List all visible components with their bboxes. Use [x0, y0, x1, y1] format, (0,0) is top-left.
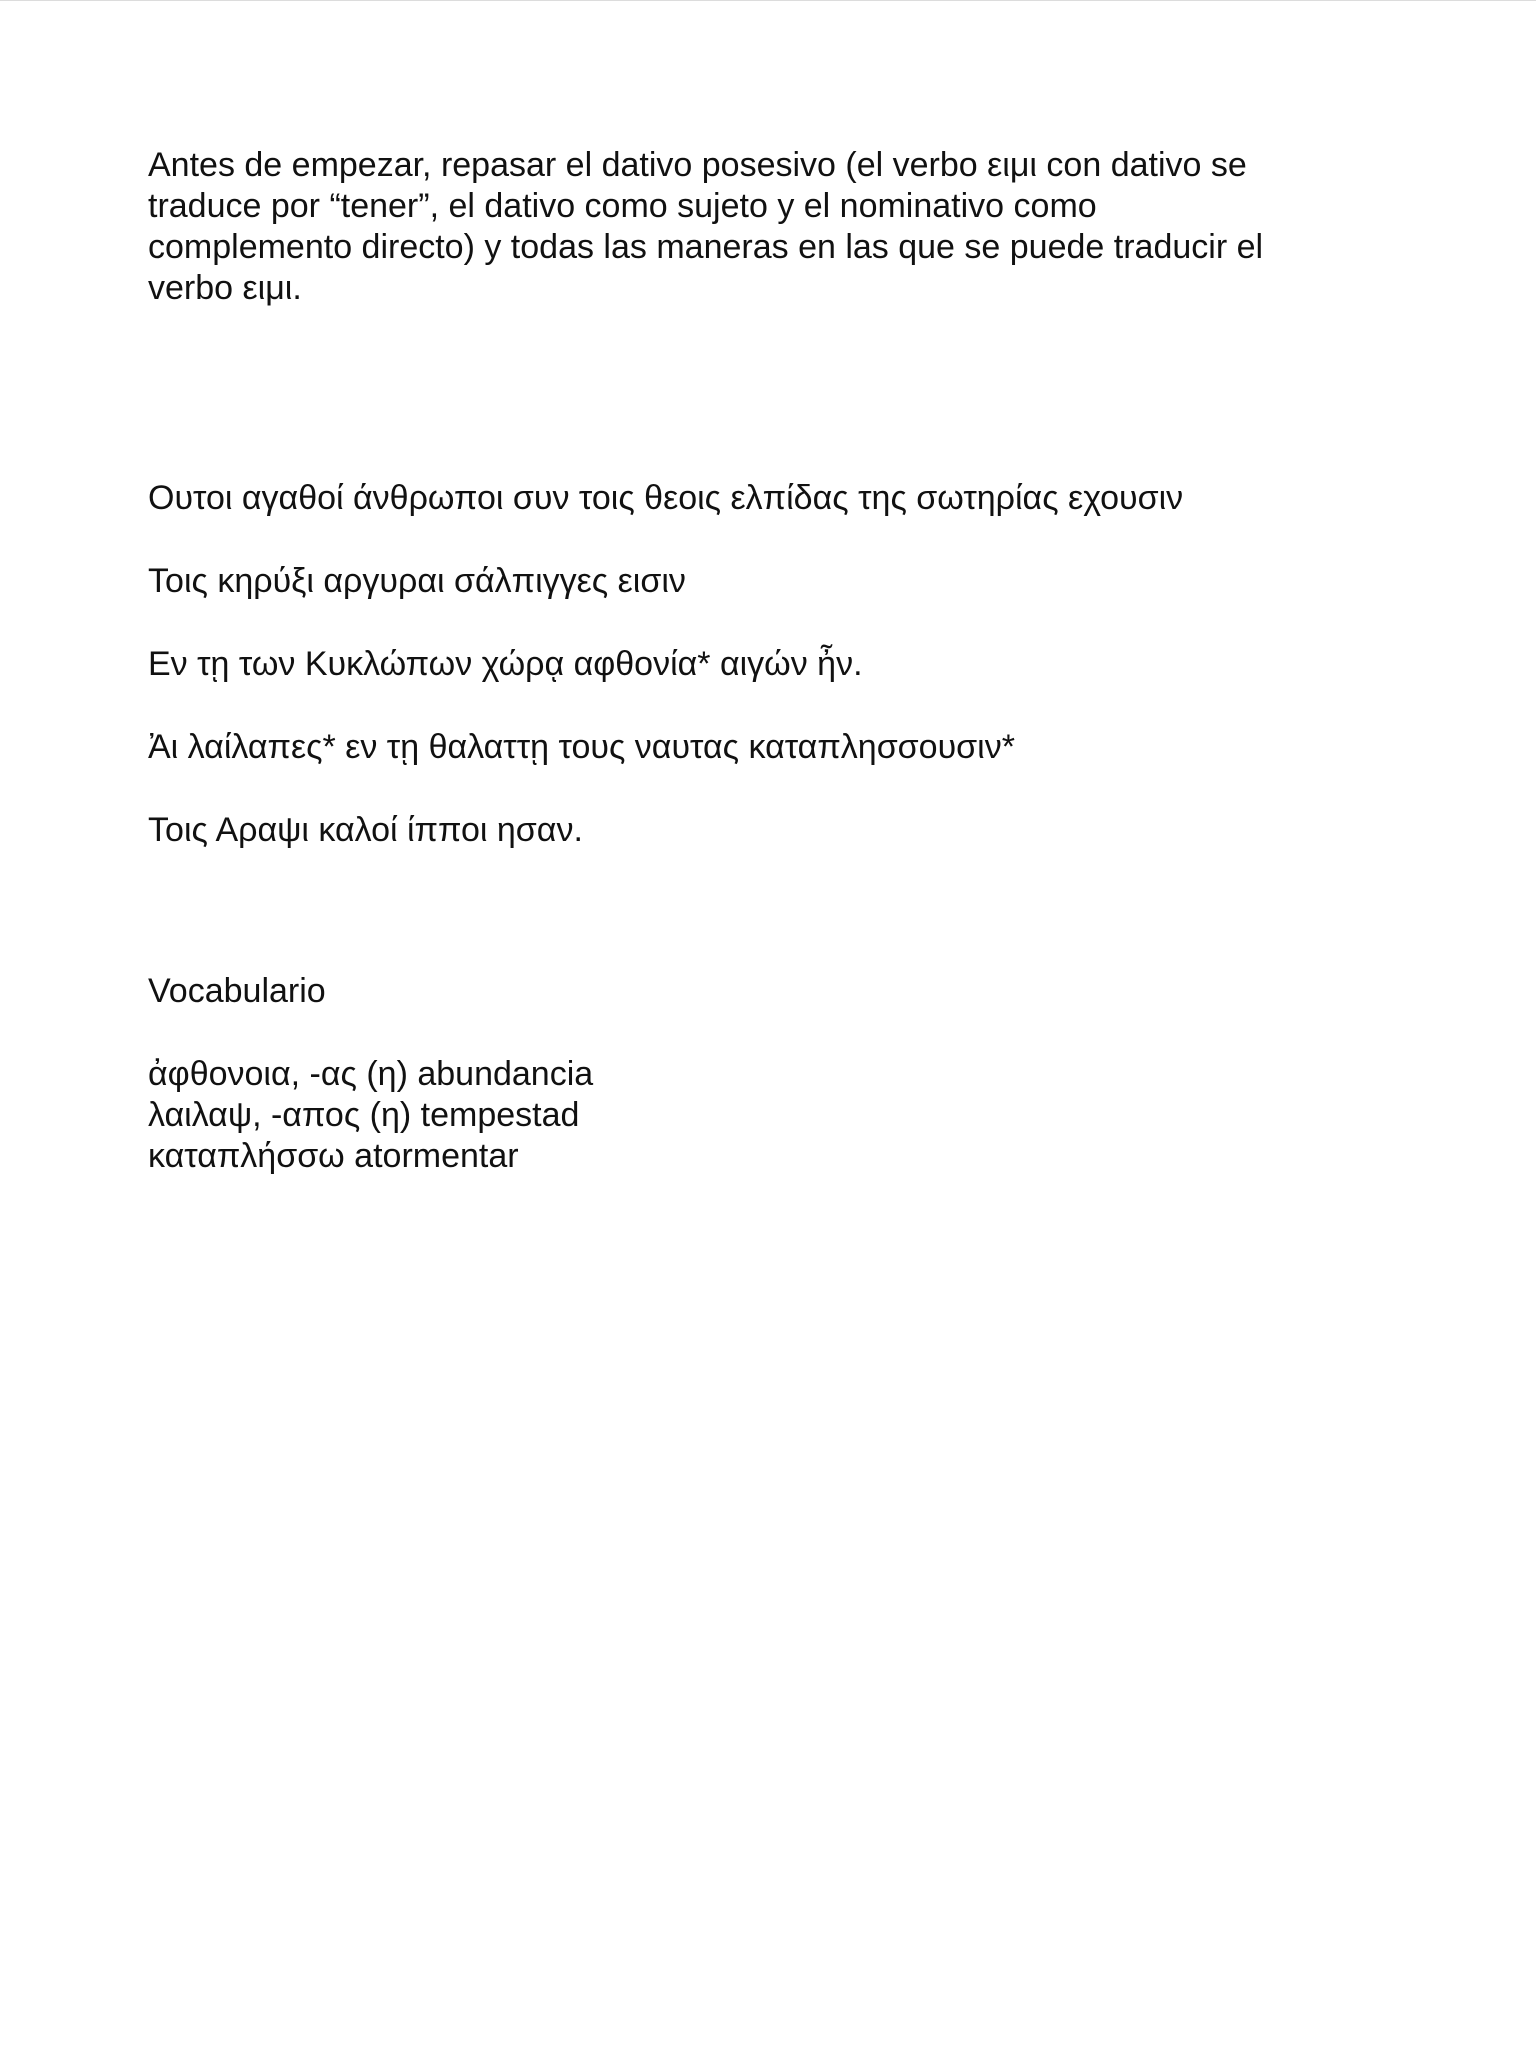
vocabulary-item-3: καταπλήσσω atormentar: [148, 1137, 519, 1175]
exercise-sentence-5: Τοις Αραψι καλοί ίπποι ησαν.: [148, 811, 583, 849]
exercise-sentences: [148, 478, 1388, 893]
vocabulary-item-1: ἀφθονοια, -ας (η) abundancia: [148, 1055, 594, 1093]
document-page: [148, 145, 1388, 1175]
vocabulary-item-2: λαιλαψ, -απος (η) tempestad: [148, 1096, 580, 1134]
exercise-sentence-4: Ἀι λαίλαπες* εν τῃ θαλαττῃ τους ναυτας καταπλησσουσιν*: [148, 728, 1015, 766]
exercise-sentence-1: Ουτοι αγαθοί άνθρωποι συν τοις θεοις ελπίδας της σωτηρίας εχουσιν: [148, 479, 1184, 517]
intro-paragraph: Antes de empezar, repasar el dativo posesivo (el verbo ειμι con dativo se traduce por “tener”, el dativo como sujeto y el nominativo como complemento directo) y todas las maneras en las que se puede traducir el verbo ειμι.: [148, 146, 1264, 307]
vocabulary-list: [148, 1054, 593, 1177]
vocabulary-heading: Vocabulario: [148, 972, 326, 1010]
page-top-border: [0, 0, 1536, 1]
exercise-sentence-2: Τοις κηρύξι αργυραι σάλπιγγες εισιν: [148, 562, 686, 600]
exercise-sentence-3: Εν τῃ των Κυκλώπων χώρᾳ αφθονία* αιγών ἦν.: [148, 645, 863, 683]
